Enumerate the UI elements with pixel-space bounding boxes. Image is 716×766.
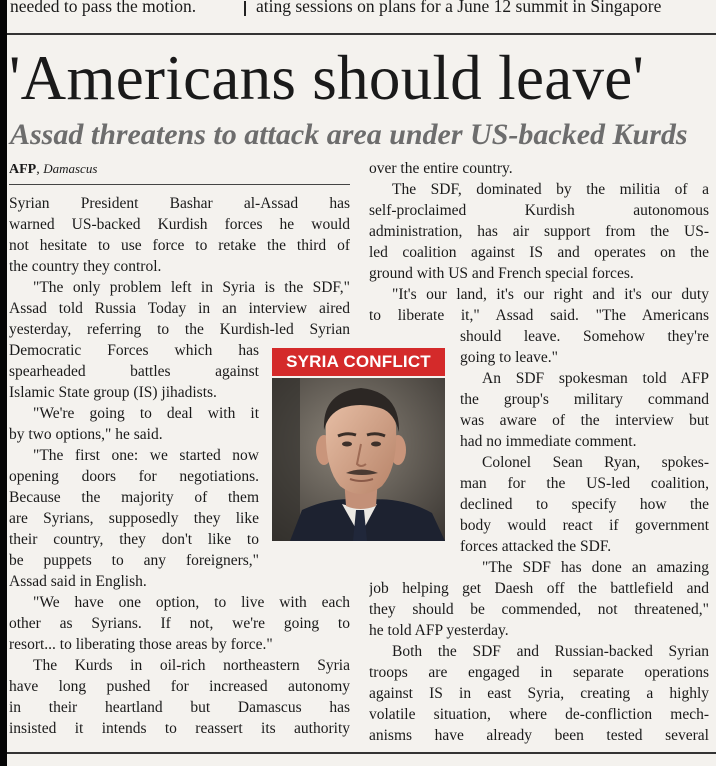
text-line: had no immediate comment. [460, 433, 637, 450]
column-separator [244, 1, 246, 16]
text-line: are Syrians, supposedly they like [9, 510, 259, 527]
text-line: spearheaded battles against [9, 363, 259, 380]
text-line: "We're going to deal with it [33, 405, 259, 422]
subheadline: Assad threatens to attack area under US-backed Kurds [10, 118, 688, 151]
text-line: Syrian President Bashar al-Assad has [9, 195, 350, 212]
text-line: body would react if government [460, 517, 709, 534]
text-line: "The first one: we started now [33, 447, 259, 464]
text-line: "The only problem left in Syria is the SDF," [33, 279, 350, 296]
text-line: The SDF, dominated by the militia of a [392, 181, 709, 198]
text-line: not hesitate to use force to retake the third of [9, 237, 350, 254]
bottom-rule [7, 752, 716, 754]
text-line: Assad said in English. [9, 573, 147, 590]
byline-rule [9, 184, 350, 185]
text-line: administration, has air support from the US- [369, 223, 709, 240]
text-line: warned US-backed Kurdish forces he would [9, 216, 350, 233]
text-line: yesterday, referring to the Kurdish-led Syrian [9, 321, 350, 338]
text-line: declined to specify how the [460, 496, 709, 513]
text-line: by two options," he said. [9, 426, 163, 443]
text-line: the group's military command [460, 391, 709, 408]
text-line: their country, they don't like to [9, 531, 259, 548]
text-line: volatile situation, where de-confliction mech- [369, 706, 709, 723]
text-line: going to leave." [460, 349, 559, 366]
text-line: Democratic Forces which has [9, 342, 259, 359]
text-line: self-proclaimed Kurdish autonomous [369, 202, 709, 219]
text-line: Because the majority of them [9, 489, 259, 506]
photo-label: SYRIA CONFLICT [272, 348, 445, 376]
photo-inset [272, 348, 445, 541]
text-line: Colonel Sean Ryan, spokes- [482, 454, 709, 471]
top-rule [7, 33, 716, 35]
text-line: An SDF spokesman told AFP [482, 370, 709, 387]
text-line: forces attacked the SDF. [460, 538, 612, 555]
text-line: should leave. Somehow they're [460, 328, 709, 345]
text-line: The Kurds in oil-rich northeastern Syria [33, 657, 350, 674]
text-line: man for the US-led coalition, [460, 475, 709, 492]
text-line: against IS in east Syria, creating a highly [369, 685, 709, 702]
text-line: resort... to liberating those areas by force." [9, 636, 273, 653]
text-line: in their heartland but Damascus has [9, 699, 350, 716]
text-line: was aware of the interview but [460, 412, 709, 429]
text-line: ground with US and French special forces. [369, 265, 634, 282]
byline-agency: AFP [9, 162, 37, 177]
text-line: have long pushed for increased autonomy [9, 678, 350, 695]
text-line: led coalition against IS and operates on the [369, 244, 709, 261]
text-line: insisted it intends to reassert its authority [9, 720, 350, 737]
text-line: over the entire country. [369, 160, 513, 177]
text-line: "The SDF has done an amazing [482, 559, 709, 576]
fragment-left: needed to pass the motion. [10, 0, 197, 16]
byline-comma: , [36, 162, 44, 177]
text-line: Islamic State group (IS) jihadists. [9, 384, 217, 401]
text-line: Both the SDF and Russian-backed Syrian [392, 643, 709, 660]
headline: 'Americans should leave' [9, 43, 645, 113]
previous-story-fragments [7, 0, 716, 22]
text-line: troops are engaged in separate operations [369, 664, 709, 681]
text-line: job helping get Daesh off the battlefield and [369, 580, 709, 597]
text-line: anisms have already been tested several [369, 727, 709, 744]
text-line: they should be commended, not threatened," [369, 601, 709, 618]
text-line: to liberate it," Assad said. "The Americans [369, 307, 709, 324]
text-line: "It's our land, it's our right and it's our duty [392, 286, 709, 303]
byline [9, 160, 97, 179]
text-line: Assad told Russia Today in an interview aired [9, 300, 350, 317]
text-line: he told AFP yesterday. [369, 622, 509, 639]
fragment-right: ating sessions on plans for a June 12 summit in Singapore [256, 0, 662, 16]
text-line: the country they control. [9, 258, 162, 275]
portrait-illustration [272, 378, 445, 541]
portrait-photo [272, 378, 445, 541]
text-line: "We have one option, to live with each [33, 594, 350, 611]
text-line: be puppets to any foreigners," [9, 552, 259, 569]
text-line: opening doors for negotiations. [9, 468, 259, 485]
text-line: other as Syrians. If not, we're going to [9, 615, 350, 632]
page-edge [0, 0, 7, 766]
byline-location: Damascus [43, 161, 98, 176]
